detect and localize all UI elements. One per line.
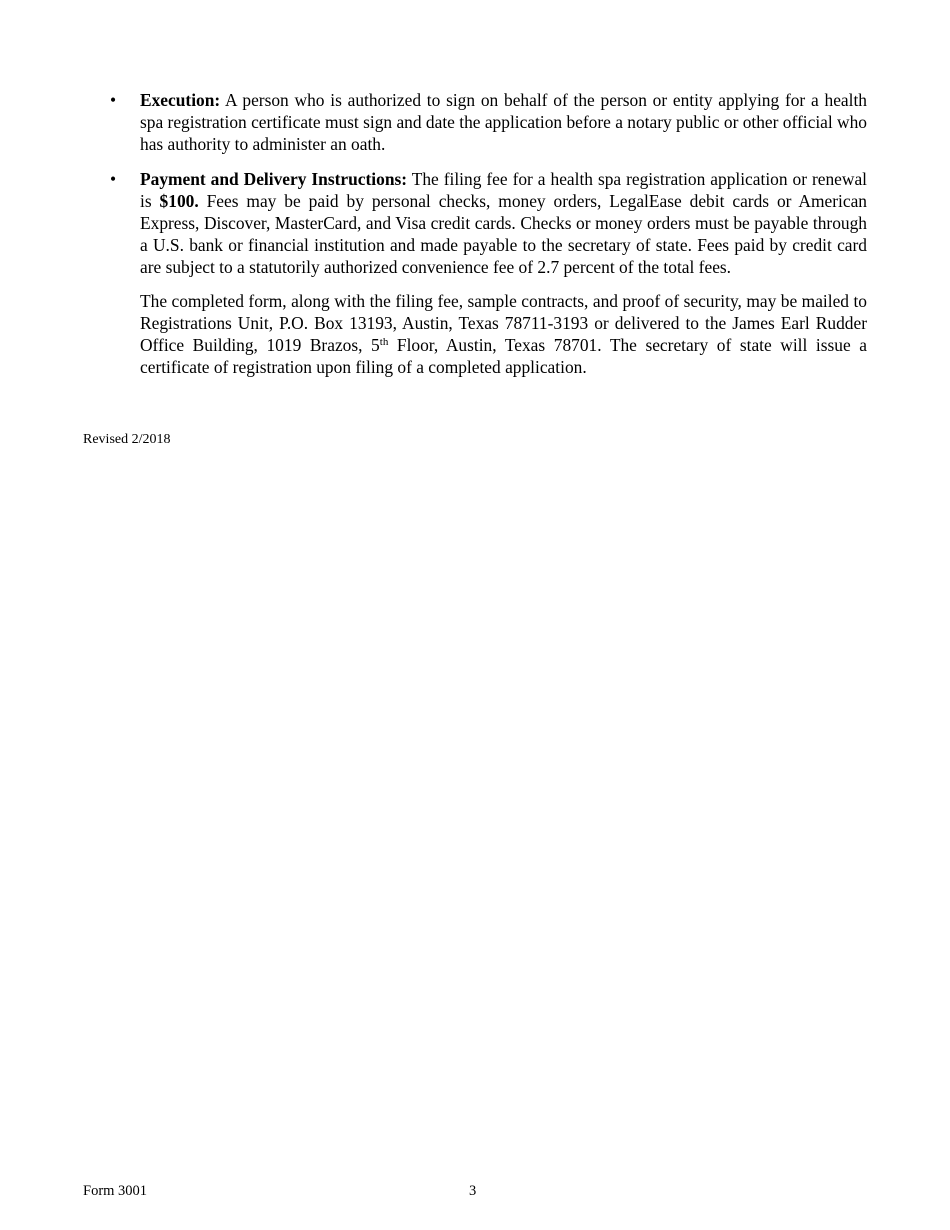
delivery-text-after-sup: Floor, Austin, Texas 78701. The secretary of state will issue a certificate of registration upon filing of a completed application. — [140, 335, 868, 378]
payment-text-before-fee: The filing fee for a health spa registration application or renewal is — [140, 168, 867, 211]
floor-ordinal-suffix: th — [379, 336, 389, 349]
payment-item — [110, 168, 867, 379]
payment-text-after-fee: Fees may be paid by personal checks, money orders, LegalEase debit cards or American Express, Discover, MasterCard, and Visa credit cards. Checks or money orders must be payable through a U.S. bank or financial institution and made payable to the secretary of state. Fees paid by credit card are subject to a statutorily authorized convenience fee of 2.7 percent of the total fees. — [140, 190, 867, 278]
delivery-paragraph — [140, 290, 867, 379]
bullet-icon: • — [110, 168, 117, 189]
filing-fee-amount: $100. — [159, 190, 199, 211]
execution-text: A person who is authorized to sign on behalf of the person or entity applying for a health spa registration certificate must sign and date the application before a notary public or other official who has authority to administer an oath. — [140, 90, 867, 155]
footer-form-number: Form 3001 — [83, 1183, 148, 1199]
instructions-list — [110, 89, 867, 390]
execution-paragraph — [140, 89, 867, 156]
revision-date: Revised 2/2018 — [83, 432, 171, 447]
footer-page-number: 3 — [469, 1183, 477, 1199]
delivery-text-before-sup: The completed form, along with the filing fee, sample contracts, and proof of security, may be mailed to Registrations Unit, P.O. Box 13193, Austin, Texas 78711-3193 or delivered to the James Earl Rudder Office Building, 1019 Brazos, 5 — [140, 290, 867, 356]
execution-item — [110, 89, 867, 156]
payment-heading: Payment and Delivery Instructions: — [140, 168, 408, 189]
execution-heading: Execution: — [140, 90, 221, 110]
payment-paragraph — [140, 168, 867, 279]
bullet-icon: • — [110, 90, 117, 110]
